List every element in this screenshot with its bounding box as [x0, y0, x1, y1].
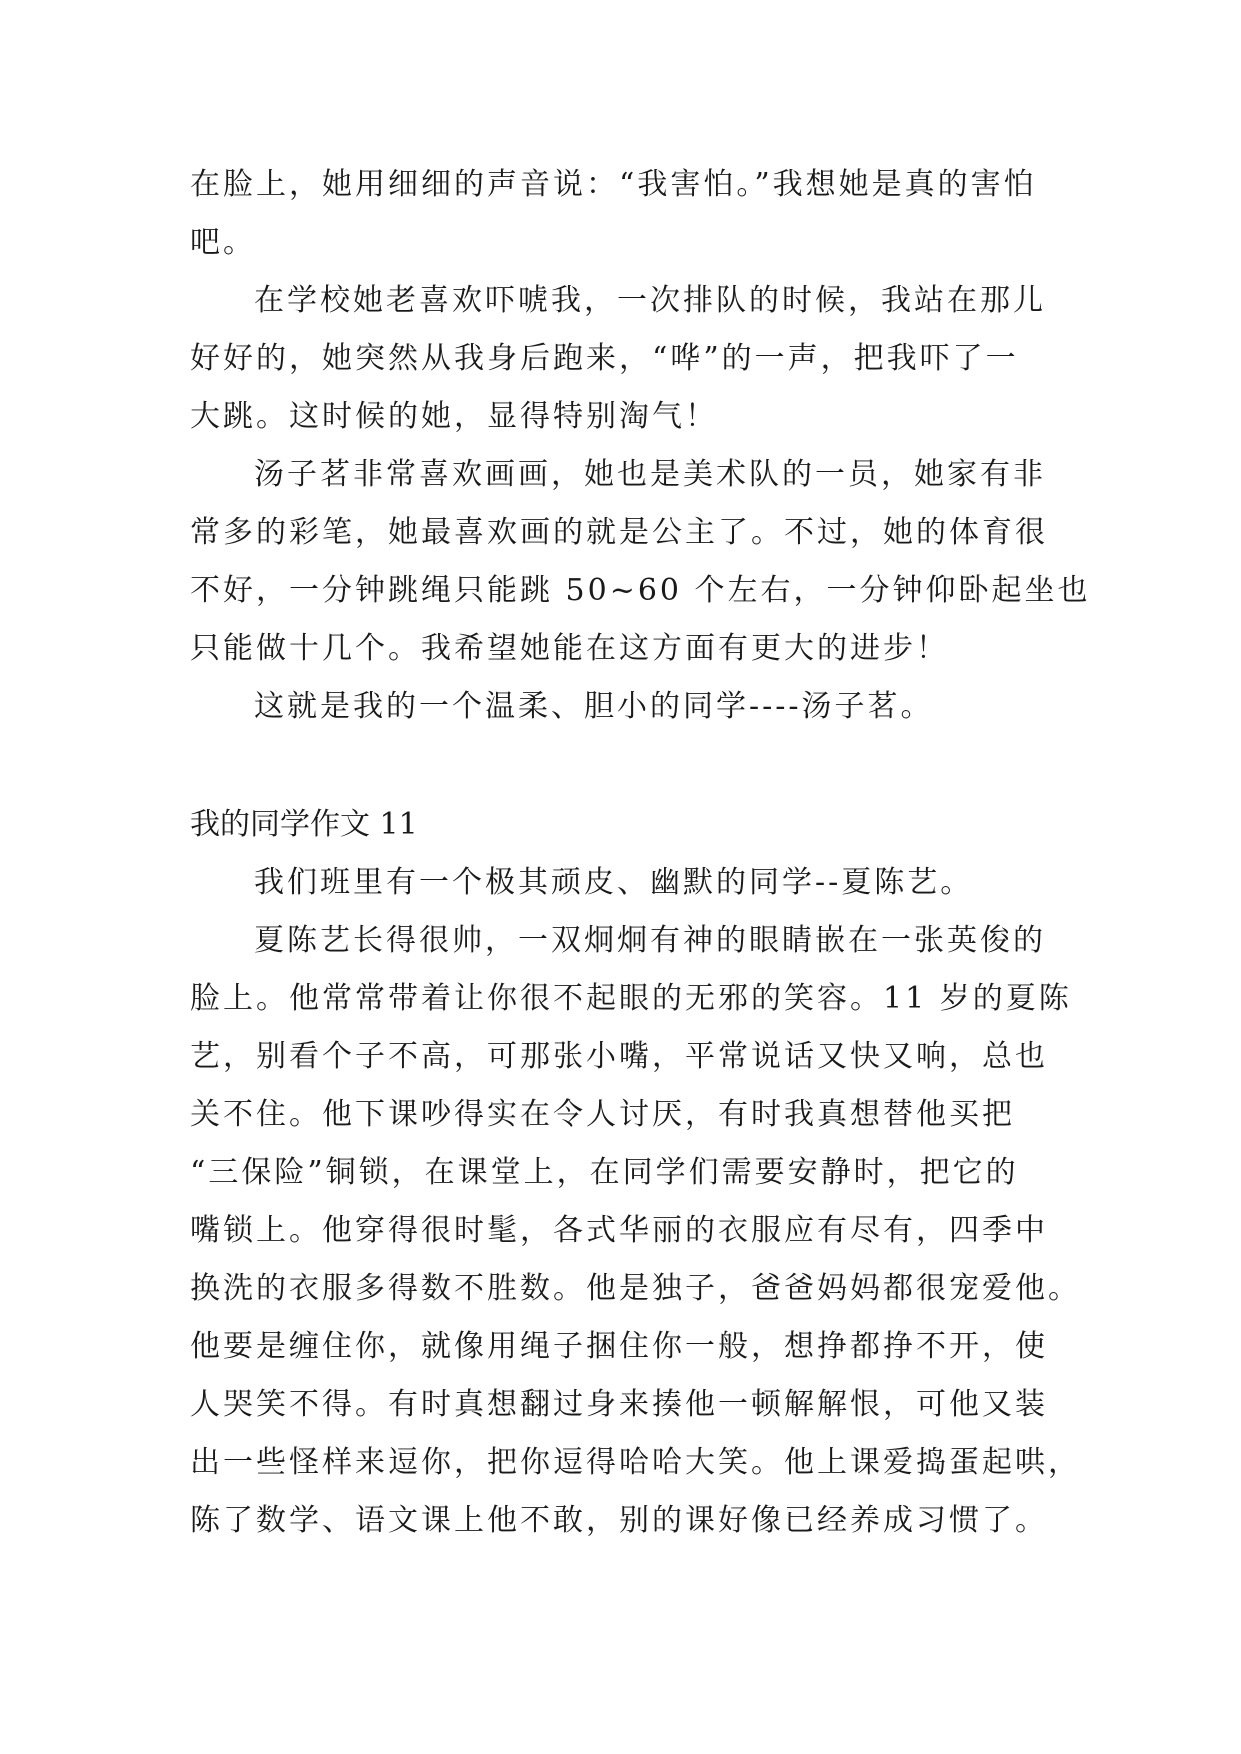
text-line: 出一些怪样来逗你，把你逗得哈哈大笑。他上课爱捣蛋起哄，: [190, 1445, 1081, 1480]
text-line: 脸上。他常常带着让你很不起眼的无邪的笑容。11 岁的夏陈: [190, 981, 1072, 1016]
text-line: 常多的彩笔，她最喜欢画的就是公主了。不过，她的体育很: [190, 515, 1048, 550]
section-heading: 我的同学作文 11: [190, 807, 418, 842]
paragraph-first-line: 汤子茗非常喜欢画画，她也是美术队的一员，她家有非: [254, 457, 1046, 492]
text-line: 吧。: [190, 225, 256, 260]
text-line: 他要是缠住你，就像用绳子捆住你一般，想挣都挣不开，使: [190, 1329, 1048, 1364]
text-line: “三保险”铜锁，在课堂上，在同学们需要安静时，把它的: [190, 1155, 1019, 1190]
text-line: 陈了数学、语文课上他不敢，别的课好像已经养成习惯了。: [190, 1503, 1048, 1538]
paragraph-first-line: 这就是我的一个温柔、胆小的同学----汤子茗。: [254, 689, 934, 724]
text-line: 人哭笑不得。有时真想翻过身来揍他一顿解解恨，可他又装: [190, 1387, 1048, 1422]
text-line: 好好的，她突然从我身后跑来，“哗”的一声，把我吓了一: [190, 341, 1019, 376]
text-line: 只能做十几个。我希望她能在这方面有更大的进步！: [190, 631, 949, 666]
paragraph-first-line: 在学校她老喜欢吓唬我，一次排队的时候，我站在那儿: [254, 283, 1046, 318]
text-line: 大跳。这时候的她，显得特别淘气！: [190, 399, 718, 434]
text-line: 艺，别看个子不高，可那张小嘴，平常说话又快又响，总也: [190, 1039, 1048, 1074]
paragraph-first-line: 夏陈艺长得很帅，一双炯炯有神的眼睛嵌在一张英俊的: [254, 923, 1046, 958]
text-line: 关不住。他下课吵得实在令人讨厌，有时我真想替他买把: [190, 1097, 1015, 1132]
paragraph-first-line: 我们班里有一个极其顽皮、幽默的同学--夏陈艺。: [254, 865, 974, 900]
text-line: 不好，一分钟跳绳只能跳 50~60 个左右，一分钟仰卧起坐也: [190, 573, 1091, 608]
text-line: 在脸上，她用细细的声音说：“我害怕。”我想她是真的害怕: [190, 167, 1037, 202]
text-line: 嘴锁上。他穿得很时髦，各式华丽的衣服应有尽有，四季中: [190, 1213, 1048, 1248]
text-line: 换洗的衣服多得数不胜数。他是独子，爸爸妈妈都很宠爱他。: [190, 1271, 1081, 1306]
